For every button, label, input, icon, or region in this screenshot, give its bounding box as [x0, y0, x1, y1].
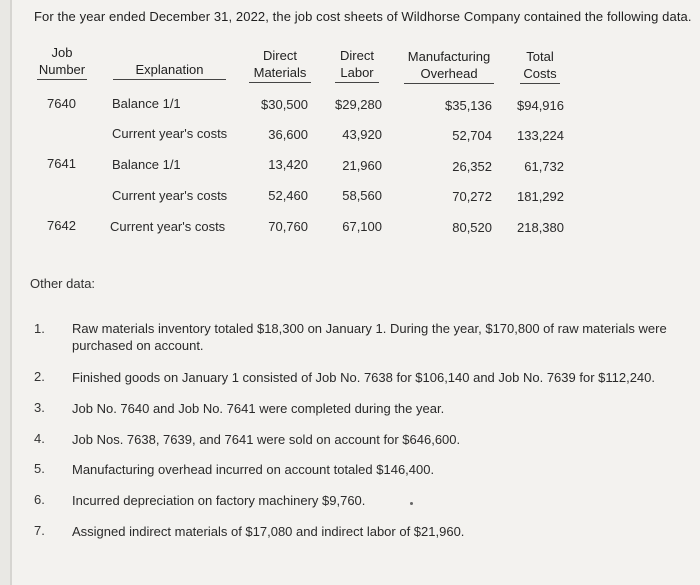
- item-number: 5.: [34, 461, 45, 476]
- explanation: Current year's costs: [112, 126, 228, 141]
- item-text: Incurred depreciation on factory machinery $9,760.: [72, 493, 366, 508]
- item-text: Job No. 7640 and Job No. 7641 were completed during the year.: [72, 401, 445, 416]
- item-text: Manufacturing overhead incurred on account totaled $146,400.: [72, 462, 435, 477]
- total-costs: 181,292: [517, 189, 564, 204]
- manufacturing-overhead: 80,520: [452, 220, 492, 235]
- item-number: 4.: [34, 431, 45, 446]
- manufacturing-overhead: 52,704: [452, 128, 492, 143]
- job-number: 7642: [47, 218, 76, 233]
- total-costs: $94,916: [517, 98, 564, 113]
- direct-materials: 52,460: [268, 188, 308, 203]
- total-costs: 133,224: [517, 128, 564, 143]
- item-text: Finished goods on January 1 consisted of Job No. 7638 for $106,140 and Job No. 7639 for $112,240.: [72, 370, 656, 385]
- direct-materials: $30,500: [261, 97, 308, 112]
- direct-labor: 21,960: [342, 158, 382, 173]
- col-header-job-number: Job Number: [32, 44, 92, 80]
- item-number: 7.: [34, 523, 45, 538]
- direct-materials: 70,760: [268, 219, 308, 234]
- direct-materials: 13,420: [268, 157, 308, 172]
- col-header-total-costs: Total Costs: [510, 48, 570, 84]
- direct-labor: 58,560: [342, 188, 382, 203]
- manufacturing-overhead: $35,136: [445, 98, 492, 113]
- job-number: 7641: [47, 156, 76, 171]
- total-costs: 218,380: [517, 220, 564, 235]
- manufacturing-overhead: 26,352: [452, 159, 492, 174]
- explanation: Balance 1/1: [112, 157, 181, 172]
- col-header-direct-labor: Direct Labor: [324, 47, 390, 83]
- item-number: 1.: [34, 321, 45, 336]
- problem-header: For the year ended December 31, 2022, the job cost sheets of Wildhorse Company contained the following data.: [34, 9, 692, 24]
- item-text: Assigned indirect materials of $17,080 and indirect labor of $21,960.: [72, 524, 465, 539]
- item-text: Job Nos. 7638, 7639, and 7641 were sold on account for $646,600.: [72, 432, 461, 447]
- direct-materials: 36,600: [268, 127, 308, 142]
- explanation: Balance 1/1: [112, 96, 181, 111]
- direct-labor: 67,100: [342, 219, 382, 234]
- col-header-explanation: Explanation: [112, 61, 227, 80]
- explanation: Current year's costs: [112, 188, 228, 203]
- item-number: 3.: [34, 400, 45, 415]
- other-data-label: Other data:: [30, 276, 96, 291]
- item-text: Raw materials inventory totaled $18,300 on January 1. During the year, $170,800 of raw materials were purchased on account.: [72, 321, 667, 353]
- item-number: 6.: [34, 492, 45, 507]
- col-header-direct-materials: Direct Materials: [245, 47, 315, 83]
- job-number: 7640: [47, 96, 76, 111]
- manufacturing-overhead: 70,272: [452, 189, 492, 204]
- explanation: Current year's costs: [110, 219, 226, 234]
- direct-labor: $29,280: [335, 97, 382, 112]
- col-header-manufacturing-overhead: Manufacturing Overhead: [397, 48, 501, 84]
- direct-labor: 43,920: [342, 127, 382, 142]
- document-page: [10, 0, 700, 585]
- item-number: 2.: [34, 369, 45, 384]
- total-costs: 61,732: [524, 159, 564, 174]
- stray-dot: [410, 502, 413, 505]
